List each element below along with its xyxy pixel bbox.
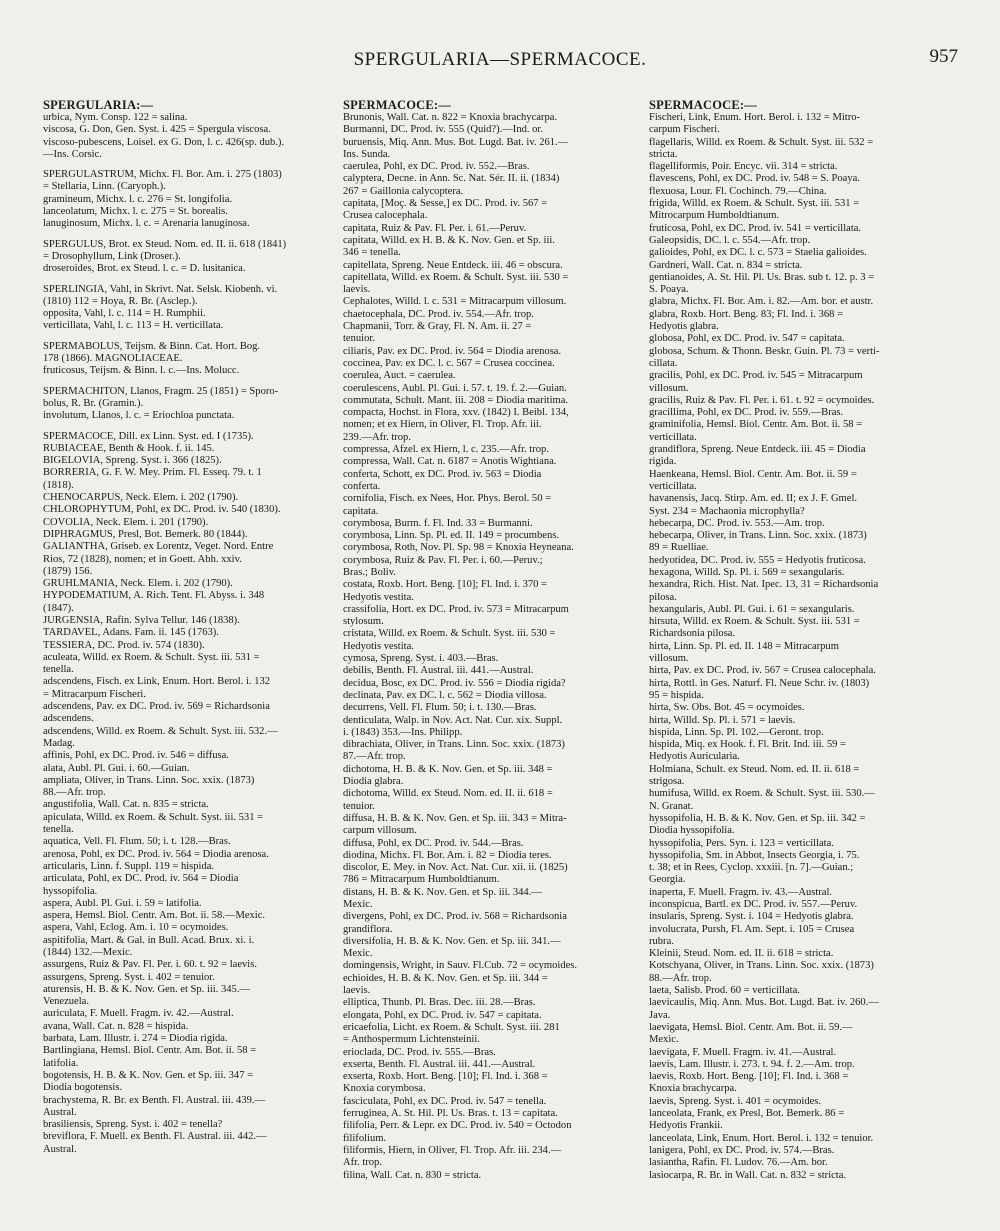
index-entry: Bras.; Boliv. xyxy=(343,566,396,578)
index-entry: latifolia. xyxy=(43,1057,79,1069)
index-entry: hedyotidea, DC. Prod. iv. 555 = Hedyotis fruticosa. xyxy=(649,554,866,566)
index-entry: glabra, Roxb. Hort. Beng. 83; Fl. Ind. i. 368 = xyxy=(649,308,844,320)
index-entry: breviflora, F. Muell. ex Benth. Fl. Austral. iii. 442.— xyxy=(43,1131,267,1143)
index-entry: viscosa, G. Don, Gen. Syst. i. 425 = Spergula viscosa. xyxy=(43,124,271,136)
index-entry: Mexic. xyxy=(649,1034,679,1046)
index-entry: auriculata, F. Muell. Fragm. iv. 42.—Austral. xyxy=(43,1008,234,1020)
index-entry: Hedyotis vestita. xyxy=(343,591,414,603)
index-entry: aspitifolia, Mart. & Gal. in Bull. Acad. Brux. xi. i. xyxy=(43,934,255,946)
index-entry: echioides, H. B. & K. Nov. Gen. et Sp. iii. 344 = xyxy=(343,972,548,984)
index-entry: ciliaris, Pav. ex DC. Prod. iv. 564 = Diodia arenosa. xyxy=(343,345,562,357)
index-entry: Hedyotis glabra. xyxy=(649,321,719,333)
index-entry: lasiocarpa, R. Br. in Wall. Cat. n. 832 = stricta. xyxy=(649,1169,847,1181)
index-entry: lanigera, Pohl, ex DC. Prod. iv. 574.—Bras. xyxy=(649,1144,835,1156)
index-entry: TESSIERA, DC. Prod. iv. 574 (1830). xyxy=(43,639,205,651)
index-entry: 87.—Afr. trop. xyxy=(343,751,406,763)
index-entry: laevis, Roxb. Hort. Beng. [10]; Fl. Ind. i. 368 = xyxy=(649,1071,849,1083)
index-entry: nomen; et ex Hiern, in Oliver, Fl. Trop. Afr. iii. xyxy=(343,419,542,431)
index-entry: flexuosa, Lour. Fl. Cochinch. 79.—China. xyxy=(649,185,827,197)
index-entry: barbata, Lam. Illustr. i. 274 = Diodia rigida. xyxy=(43,1033,228,1045)
index-entry: compressa, Wall. Cat. n. 6187 = Anotis Wightiana. xyxy=(343,456,557,468)
index-entry: laevis. xyxy=(343,284,371,296)
index-entry: = Mitracarpum Fischeri. xyxy=(43,688,146,700)
index-entry: domingensis, Wright, in Sauv. Fl.Cub. 72 = ocymoides. xyxy=(343,960,578,972)
index-entry: laeta, Salisb. Prod. 60 = verticillata. xyxy=(649,985,800,997)
column-1 xyxy=(43,98,346,1156)
index-entry: Mitrocarpum Humboldtianum. xyxy=(649,210,780,222)
index-entry: laevis, Spreng. Syst. i. 401 = ocymoides. xyxy=(649,1095,822,1107)
index-entry: Syst. 234 = Machaonia microphylla? xyxy=(649,505,805,517)
index-entry: angustifolia, Wall. Cat. n. 835 = stricta. xyxy=(43,799,209,811)
index-entry: SPERMABOLUS, Teijsm. & Binn. Cat. Hort. Bog. xyxy=(43,340,261,352)
index-entry: fruticosa, Pohl, ex DC. Prod. iv. 541 = verticillata. xyxy=(649,222,862,234)
index-entry: bogotensis, H. B. & K. Nov. Gen. et Sp. iii. 347 = xyxy=(43,1069,254,1081)
index-entry: caerulea, Pohl, ex DC. Prod. iv. 552.—Bras. xyxy=(343,161,530,173)
index-entry: articularis, Linn. f. Suppl. 119 = hispida. xyxy=(43,860,215,872)
index-entry: corymbosa, Linn. Sp. Pl. ed. II. 149 = procumbens. xyxy=(343,530,559,542)
index-entry: Galeopsidis, DC. l. c. 554.—Afr. trop. xyxy=(649,234,811,246)
index-entry: ampliata, Oliver, in Trans. Linn. Soc. xxix. (1873) xyxy=(43,774,255,786)
column-3 xyxy=(649,98,956,1182)
page-number: 957 xyxy=(929,46,958,67)
index-entry: hyssopifolia, Pers. Syn. i. 123 = verticillata. xyxy=(649,837,834,849)
index-entry: strigosa. xyxy=(649,776,685,788)
index-entry: Austral. xyxy=(43,1143,77,1155)
index-entry: costata, Roxb. Hort. Beng. [10]; Fl. Ind. i. 370 = xyxy=(343,579,547,591)
index-entry: hispida, Miq. ex Hook. f. Fl. Brit. Ind. iii. 59 = xyxy=(649,739,846,751)
index-entry: filifolium. xyxy=(343,1132,387,1144)
index-entry: adscendens. xyxy=(43,713,94,725)
index-entry: laevigata, F. Muell. Fragm. iv. 41.—Austral. xyxy=(649,1046,837,1058)
index-entry: inaperta, F. Muell. Fragm. iv. 43.—Austral. xyxy=(649,886,833,898)
index-entry: hirta, Sw. Obs. Bot. 45 = ocymoides. xyxy=(649,702,805,714)
index-entry: 89 = Ruelliae. xyxy=(649,542,709,554)
index-entry: laevis, Lam. Illustr. i. 273. t. 94. f. 2.—Am. trop. xyxy=(649,1058,855,1070)
index-entry: fruticosus, Teijsm. & Binn. l. c.—Ins. Molucc. xyxy=(43,365,240,377)
index-entry: BORRERIA, G. F. W. Mey. Prim. Fl. Esseq. 79. t. 1 xyxy=(43,467,262,479)
index-entry: Ins. Sunda. xyxy=(343,148,391,160)
index-entry: alata, Aubl. Pl. Gui. i. 60.—Guian. xyxy=(43,762,190,774)
index-entry: inconspicua, Bartl. ex DC. Prod. iv. 557.—Peruv. xyxy=(649,899,858,910)
index-entry: distans, H. B. & K. Nov. Gen. et Sp. iii. 344.— xyxy=(343,886,542,898)
index-entry: adscendens, Fisch. ex Link, Enum. Hort. Berol. i. 132 xyxy=(43,676,271,688)
index-entry: urbica, Nym. Consp. 122 = salina. xyxy=(43,112,188,123)
index-entry: GRUHLMANIA, Neck. Elem. i. 202 (1790). xyxy=(43,578,233,590)
index-entry: coerulescens, Aubl. Pl. Gui. i. 57. t. 19. f. 2.—Guian. xyxy=(343,382,567,394)
index-entry: gramineum, Michx. l. c. 276 = St. longifolia. xyxy=(43,193,233,205)
index-entry: N. Granat. xyxy=(649,800,694,812)
column-heading: SPERGULARIA:— xyxy=(43,98,154,112)
entry-gap xyxy=(43,423,346,431)
index-entry: villosum. xyxy=(649,382,689,394)
index-entry: Burmanni, DC. Prod. iv. 555 (Quid?).—Ind. or. xyxy=(343,124,543,136)
entry-gap xyxy=(43,333,346,341)
entry-gap xyxy=(43,276,346,284)
index-entry: exserta, Roxb. Hort. Beng. [10]; Fl. Ind. i. 368 = xyxy=(343,1071,548,1083)
index-entry: lasiantha, Rafin. Fl. Ludov. 76.—Am. bor. xyxy=(649,1157,828,1169)
index-entry: flavescens, Pohl, ex DC. Prod. iv. 548 = S. Poaya. xyxy=(649,173,860,185)
index-entry: arenosa, Pohl, ex DC. Prod. iv. 564 = Diodia arenosa. xyxy=(43,848,269,860)
index-entry: conferta. xyxy=(343,480,381,492)
index-entry: aquatica, Vell. Fl. Flum. 50; i. t. 128.—Bras. xyxy=(43,836,231,848)
index-entry: aturensis, H. B. & K. Nov. Gen. et Sp. iii. 345.— xyxy=(43,983,251,995)
index-entry: aspera, Hemsl. Biol. Centr. Am. Bot. ii. 58.—Mexic. xyxy=(43,910,266,922)
index-entry: 95 = hispida. xyxy=(649,689,704,701)
index-entry: lanceolata, Frank, ex Presl, Bot. Bemerk. 86 = xyxy=(649,1108,845,1120)
index-entry: Hedyotis Frankii. xyxy=(649,1120,723,1132)
index-entry: Kotschyana, Oliver, in Trans. Linn. Soc. xxix. (1873) xyxy=(649,960,874,972)
index-entry: Fischeri, Link, Enum. Hort. Berol. i. 132 = Mitro- xyxy=(649,112,861,123)
index-entry: Diodia glabra. xyxy=(343,776,404,788)
index-entry: brasiliensis, Spreng. Syst. i. 402 = tenella? xyxy=(43,1119,223,1131)
index-entry: Rios, 72 (1828), nomen; et in Goett. Abh. xxiv. xyxy=(43,553,242,565)
index-entry: —Ins. Corsic. xyxy=(43,148,102,160)
index-entry: GALIANTHA, Griseb. ex Lorentz, Veget. Nord. Entre xyxy=(43,541,274,553)
index-entry: cymosa, Spreng. Syst. i. 403.—Bras. xyxy=(343,653,499,665)
index-entry: laevicaulis, Miq. Ann. Mus. Bot. Lugd. Bat. iv. 260.— xyxy=(649,997,879,1009)
index-entry: corymbosa, Roth, Nov. Pl. Sp. 98 = Knoxia Heyneana. xyxy=(343,542,574,554)
index-entry: Georgia. xyxy=(649,874,686,886)
index-entry: compacta, Hochst. in Flora, xxv. (1842) I. Beibl. 134, xyxy=(343,407,569,419)
index-entry: JURGENSIA, Rafin. Sylva Tellur. 146 (1838). xyxy=(43,614,240,626)
index-entry: villosum. xyxy=(649,653,689,665)
index-entry: capitellata, Willd. ex Roem. & Schult. Syst. iii. 530 = xyxy=(343,271,569,283)
index-entry: tenuior. xyxy=(343,333,375,345)
index-entry: cillata. xyxy=(649,357,678,369)
index-entry: Knoxia brachycarpa. xyxy=(649,1083,737,1095)
index-entry: DIPHRAGMUS, Presl, Bot. Bemerk. 80 (1844). xyxy=(43,528,248,540)
running-title: SPERGULARIA—SPERMACOCE. xyxy=(353,49,647,70)
index-entry: ericaefolia, Licht. ex Roem. & Schult. Syst. iii. 281 xyxy=(343,1021,560,1033)
index-entry: Java. xyxy=(649,1009,671,1021)
index-entry: BIGELOVIA, Spreng. Syst. i. 366 (1825). xyxy=(43,455,222,467)
index-entry: S. Poaya. xyxy=(649,284,689,296)
index-entry: gracilis, Ruiz & Pav. Fl. Per. i. 61. t. 92 = ocymoides. xyxy=(649,394,875,406)
index-entry: hirsuta, Willd. ex Roem. & Schult. Syst. iii. 531 = xyxy=(649,616,860,628)
index-entry: diffusa, Pohl, ex DC. Prod. iv. 544.—Bras. xyxy=(343,837,524,849)
index-entry: hirta, Linn. Sp. Pl. ed. II. 148 = Mitracarpum xyxy=(649,640,839,652)
index-entry: globosa, Schum. & Thonn. Beskr. Guin. Pl. 73 = verti- xyxy=(649,345,880,357)
index-entry: SPERMACOCE, Dill. ex Linn. Syst. ed. I (1735). xyxy=(43,430,254,442)
index-entry: i. (1843) 353.—Ins. Philipp. xyxy=(343,726,463,738)
index-entry: adscendens, Pav. ex DC. Prod. iv. 569 = Richardsonia xyxy=(43,701,270,713)
running-head xyxy=(0,46,1000,75)
index-entry: elongata, Pohl, ex DC. Prod. iv. 547 = capitata. xyxy=(343,1009,542,1021)
entry-gap xyxy=(43,161,346,169)
index-entry: carpum villosum. xyxy=(343,825,417,837)
column-heading: SPERMACOCE:— xyxy=(649,98,757,112)
index-entry: COVOLIA, Neck. Elem. i. 201 (1790). xyxy=(43,516,209,528)
index-entry: graminifolia, Hemsl. Biol. Centr. Am. Bot. ii. 58 = xyxy=(649,419,863,431)
index-entry: capitata, [Moç. & Sesse,] ex DC. Prod. iv. 567 = xyxy=(343,198,548,210)
index-entry: 239.—Afr. trop. xyxy=(343,431,411,443)
index-entry: Bartlingiana, Hemsl. Biol. Centr. Am. Bot. ii. 58 = xyxy=(43,1045,257,1057)
index-entry: grandiflora. xyxy=(343,923,393,935)
index-entry: = Drosophyllum, Link (Droser.). xyxy=(43,250,181,262)
index-entry: verticillata. xyxy=(649,480,697,492)
index-entry: hyssopifolia, H. B. & K. Nov. Gen. et Sp. iii. 342 = xyxy=(649,812,866,824)
index-entry: involucrata, Pursh, Fl. Am. Sept. i. 105 = Crusea xyxy=(649,923,855,935)
index-entry: TARDAVEL, Adans. Fam. ii. 145 (1763). xyxy=(43,627,219,639)
index-entry: decurrens, Vell. Fl. Flum. 50; i. t. 130.—Bras. xyxy=(343,702,537,714)
index-entry: corymbosa, Burm. f. Fl. Ind. 33 = Burmanni. xyxy=(343,517,533,529)
index-entry: gracillima, Pohl, ex DC. Prod. iv. 559.—Bras. xyxy=(649,407,844,419)
index-entry: Chapmanii, Torr. & Gray, Fl. N. Am. ii. 27 = xyxy=(343,321,532,333)
index-entry: Knoxia corymbosa. xyxy=(343,1083,426,1095)
index-entry: hexangularis, Aubl. Pl. Gui. i. 61 = sexangularis. xyxy=(649,603,855,615)
index-entry: Crusea calocephala. xyxy=(343,210,428,222)
index-entry: rigida. xyxy=(649,456,677,468)
index-entry: dibrachiata, Oliver, in Trans. Linn. Soc. xxix. (1873) xyxy=(343,739,565,751)
index-entry: hexagona, Willd. Sp. Pl. i. 569 = sexangularis. xyxy=(649,566,845,578)
index-entry: Hedyotis Auricularia. xyxy=(649,751,740,763)
index-entry: dichotoma, H. B. & K. Nov. Gen. et Sp. iii. 348 = xyxy=(343,763,553,775)
index-entry: Mexic. xyxy=(343,948,373,960)
index-entry: hebecarpa, Oliver, in Trans. Linn. Soc. xxix. (1873) xyxy=(649,530,867,542)
index-entry: 346 = tenella. xyxy=(343,247,401,259)
index-entry: Diodia bogotensis. xyxy=(43,1082,123,1094)
index-entry: Gardneri, Wall. Cat. n. 834 = stricta. xyxy=(649,259,803,271)
column-2 xyxy=(343,98,646,1182)
index-entry: stylosum. xyxy=(343,616,384,628)
index-entry: = Stellaria, Linn. (Caryoph.). xyxy=(43,181,166,193)
index-entry: exserta, Benth. Fl. Austral. iii. 441.—Austral. xyxy=(343,1058,536,1070)
index-entry: grandiflora, Spreng. Neue Entdeck. iii. 45 = Diodia xyxy=(649,444,866,456)
index-entry: humifusa, Willd. ex Roem. & Schult. Syst. iii. 530.— xyxy=(649,788,875,800)
index-entry: brachystema, R. Br. ex Benth. Fl. Austral. iii. 439.— xyxy=(43,1094,266,1106)
index-entry: 267 = Gaillonia calycoptera. xyxy=(343,185,464,197)
index-entry: aculeata, Willd. ex Roem. & Schult. Syst. iii. 531 = xyxy=(43,651,260,663)
index-entry: stricta. xyxy=(649,148,678,160)
index-entry: Afr. trop. xyxy=(343,1157,382,1169)
index-entry: assurgens, Spreng. Syst. i. 402 = tenuior. xyxy=(43,971,215,983)
index-entry: viscoso-pubescens, Loisel. ex G. Don, l. c. 426(sp. dub.). xyxy=(43,136,285,148)
entry-gap xyxy=(43,231,346,239)
index-entry: flagellaris, Willd. ex Roem. & Schult. Syst. iii. 532 = xyxy=(649,136,874,148)
index-entry: diodina, Michx. Fl. Bor. Am. i. 82 = Diodia teres. xyxy=(343,849,552,861)
index-entry: (1844) 132.—Mexic. xyxy=(43,947,133,958)
index-entry: insularis, Spreng. Syst. i. 104 = Hedyotis glabra. xyxy=(649,911,854,923)
index-entry: Madag. xyxy=(43,737,75,749)
index-entry: lanceolata, Link, Enum. Hort. Berol. i. 132 = tenuior. xyxy=(649,1132,874,1144)
index-entry: cornifolia, Fisch. ex Nees, Hor. Phys. Berol. 50 = xyxy=(343,493,552,505)
index-entry: lanuginosum, Michx. l. c. = Arenaria lanuginosa. xyxy=(43,218,250,230)
index-entry: galioides, Pohl, ex DC. l. c. 573 = Staelia galioides. xyxy=(649,247,867,259)
index-entry: gentianoides, A. St. Hil. Pl. Us. Bras. sub t. 12. p. 3 = xyxy=(649,271,875,283)
index-entry: rubra. xyxy=(649,935,674,947)
index-entry: apiculata, Willd. ex Roem. & Schult. Syst. iii. 531 = xyxy=(43,811,264,823)
index-entry: glabra, Michx. Fl. Bor. Am. i. 82.—Am. bor. et austr. xyxy=(649,296,874,308)
index-entry: coccinea, Pav. ex DC. l. c. 567 = Crusea coccinea. xyxy=(343,357,555,369)
index-entry: conferta, Schott, ex DC. Prod. iv. 563 = Diodia xyxy=(343,468,542,480)
index-entry: Brunonis, Wall. Cat. n. 822 = Knoxia brachycarpa. xyxy=(343,112,558,123)
index-entry: RUBIACEAE, Benth & Hook. f. ii. 145. xyxy=(43,442,215,454)
column-heading: SPERMACOCE:— xyxy=(343,98,451,112)
index-entry: verticillata. xyxy=(649,431,697,443)
index-entry: calyptera, Decne. in Ann. Sc. Nat. Sér. II. ii. (1834) xyxy=(343,173,560,185)
index-entry: dichotoma, Willd. ex Steud. Nom. ed. II. ii. 618 = xyxy=(343,788,553,800)
index-entry: hyssopifolia, Sm. in Abbot, Insects Georgia, i. 75. xyxy=(649,849,860,861)
index-entry: denticulata, Walp. in Nov. Act. Nat. Cur. xix. Suppl. xyxy=(343,714,563,726)
index-entry: affinis, Pohl, ex DC. Prod. iv. 546 = diffusa. xyxy=(43,750,229,762)
index-entry: = Anthospermum Lichtensteinii. xyxy=(343,1034,480,1046)
index-entry: Diodia hyssopifolia. xyxy=(649,825,735,837)
index-entry: havanensis, Jacq. Stirp. Am. ed. II; ex J. F. Gmel. xyxy=(649,493,858,505)
index-entry: ferruginea, A. St. Hil. Pl. Us. Bras. t. 13 = capitata. xyxy=(343,1108,558,1120)
index-entry: SPERMACHITON, Llanos, Fragm. 25 (1851) = Sporo- xyxy=(43,385,279,397)
index-entry: (1810) 112 = Hoya, R. Br. (Asclep.). xyxy=(43,295,198,307)
index-entry: divergens, Pohl, ex DC. Prod. iv. 568 = Richardsonia xyxy=(343,911,567,923)
index-entry: (1818). xyxy=(43,479,74,491)
index-entry: tenella. xyxy=(43,664,74,676)
index-entry: avana, Wall. Cat. n. 828 = hispida. xyxy=(43,1020,189,1032)
index-entry: hebecarpa, DC. Prod. iv. 553.—Am. trop. xyxy=(649,517,825,529)
index-entry: bolus, R. Br. (Gramin.). xyxy=(43,397,144,409)
index-entry: capitata, Willd. ex H. B. & K. Nov. Gen. et Sp. iii. xyxy=(343,234,555,246)
index-entry: fasciculata, Pohl, ex DC. Prod. iv. 547 = tenella. xyxy=(343,1095,547,1107)
index-entry: flagelliformis, Poir. Encyc. vii. 314 = stricta. xyxy=(649,161,838,173)
index-entry: gracilis, Pohl, ex DC. Prod. iv. 545 = Mitracarpum xyxy=(649,370,863,382)
index-entry: filiformis, Hiern, in Oliver, Fl. Trop. Afr. iii. 234.— xyxy=(343,1144,562,1156)
index-entry: aspera, Aubl. Pl. Gui. i. 59 = latifolia. xyxy=(43,897,202,909)
index-entry: laevis. xyxy=(343,985,371,997)
index-entry: Austral. xyxy=(43,1106,77,1118)
index-entry: laevigata, Hemsl. Biol. Centr. Am. Bot. ii. 59.— xyxy=(649,1021,853,1033)
index-entry: Haenkeana, Hemsl. Biol. Centr. Am. Bot. ii. 59 = xyxy=(649,468,857,480)
index-entry: 786 = Mitracarpum Humboldtianum. xyxy=(343,874,500,886)
index-entry: hispida, Linn. Sp. Pl. 102.—Geront. trop. xyxy=(649,726,824,738)
index-entry: articulata, Pohl, ex DC. Prod. iv. 564 = Diodia xyxy=(43,873,239,885)
index-entry: CHLOROPHYTUM, Pohl, ex DC. Prod. iv. 540 (1830). xyxy=(43,504,281,516)
index-entry: assurgens, Ruiz & Pav. Fl. Per. i. 60. t. 92 = laevis. xyxy=(43,959,257,971)
index-entry: coerulea, Auct. = caerulea. xyxy=(343,370,456,382)
index-entry: Kleinii, Steud. Nom. ed. II. ii. 618 = stricta. xyxy=(649,948,834,960)
index-entry: Holmiana, Schult. ex Steud. Nom. ed. II. ii. 618 = xyxy=(649,763,860,775)
index-entry: compressa, Afzel. ex Hiern, l. c. 235.—Afr. trop. xyxy=(343,444,549,456)
index-entry: hexandra, Rich. Hist. Nat. Ipec. 13, 31 = Richardsonia xyxy=(649,579,879,591)
index-entry: opposita, Vahl, l. c. 114 = H. Rumphii. xyxy=(43,308,206,320)
index-entry: (1847). xyxy=(43,602,74,614)
index-entry: Richardsonia pilosa. xyxy=(649,628,736,640)
index-entry: capitata. xyxy=(343,505,379,517)
index-entry: (1879) 156. xyxy=(43,565,93,577)
index-entry: carpum Fischeri. xyxy=(649,124,720,136)
index-entry: cristata, Willd. ex Roem. & Schult. Syst. iii. 530 = xyxy=(343,628,556,640)
index-entry: droseroides, Brot. ex Steud. l. c. = D. lusitanica. xyxy=(43,263,246,275)
index-entry: elliptica, Thunb. Pl. Bras. Dec. iii. 28.—Bras. xyxy=(343,997,536,1009)
index-entry: filifolia, Perr. & Lepr. ex DC. Prod. iv. 540 = Octodon xyxy=(343,1120,572,1132)
index-entry: decidua, Bosc, ex DC. Prod. iv. 556 = Diodia rigida? xyxy=(343,677,566,689)
index-entry: 178 (1866). MAGNOLIACEAE. xyxy=(43,353,183,365)
index-entry: hirta, Willd. Sp. Pl. i. 571 = laevis. xyxy=(649,714,796,726)
index-entry: declinata, Pav. ex DC. l. c. 562 = Diodia villosa. xyxy=(343,689,547,701)
index-entry: SPERGULUS, Brot. ex Steud. Nom. ed. II. ii. 618 (1841) xyxy=(43,238,287,250)
index-entry: SPERLINGIA, Vahl, in Skrivt. Nat. Selsk. Kiobenh. vi. xyxy=(43,283,278,295)
index-entry: hyssopifolia. xyxy=(43,885,98,897)
index-entry: erioclada, DC. Prod. iv. 555.—Bras. xyxy=(343,1046,496,1058)
index-entry: hirta, Pav. ex DC. Prod. iv. 567 = Crusea calocephala. xyxy=(649,665,876,677)
index-entry: frigida, Willd. ex Roem. & Schult. Syst. iii. 531 = xyxy=(649,198,860,210)
index-entry: HYPODEMATIUM, A. Rich. Tent. Fl. Abyss. i. 348 xyxy=(43,590,265,602)
entry-gap xyxy=(43,378,346,386)
index-entry: buruensis, Miq. Ann. Mus. Bot. Lugd. Bat. iv. 261.— xyxy=(343,136,569,148)
index-entry: tenella. xyxy=(43,824,74,836)
index-entry: t. 38; et in Rees, Cyclop. xxxiii. [n. 7].—Guian.; xyxy=(649,862,854,874)
index-entry: pilosa. xyxy=(649,591,677,603)
index-entry: 88.—Afr. trop. xyxy=(649,972,712,984)
index-entry: Cephalotes, Willd. l. c. 531 = Mitracarpum villosum. xyxy=(343,296,567,308)
index-entry: diversifolia, H. B. & K. Nov. Gen. et Sp. iii. 341.— xyxy=(343,935,561,947)
index-entry: Venezuela. xyxy=(43,996,89,1008)
index-entry: tenuior. xyxy=(343,800,375,812)
index-entry: hirta, Rottl. in Ges. Naturf. Fl. Neue Schr. iv. (1803) xyxy=(649,677,870,689)
index-entry: chaetocephala, DC. Prod. iv. 554.—Afr. trop. xyxy=(343,308,534,320)
index-entry: aspera, Vahl, Eclog. Am. i. 10 = ocymoides. xyxy=(43,922,229,934)
index-entry: Hedyotis vestita. xyxy=(343,640,414,652)
index-entry: verticillata, Vahl, l. c. 113 = H. verticillata. xyxy=(43,320,224,332)
index-entry: crassifolia, Hort. ex DC. Prod. iv. 573 = Mitracarpum xyxy=(343,603,569,615)
index-entry: lanceolatum, Michx. l. c. 275 = St. borealis. xyxy=(43,206,228,218)
index-entry: 88.—Afr. trop. xyxy=(43,787,106,799)
index-entry: CHENOCARPUS, Neck. Elem. i. 202 (1790). xyxy=(43,492,239,504)
index-entry: corymbosa, Ruiz & Pav. Fl. Per. i. 60.—Peruv.; xyxy=(343,554,543,566)
index-entry: capitellata, Spreng. Neue Entdeck. iii. 46 = obscura. xyxy=(343,259,563,271)
index-entry: discolor, E. Mey. in Nov. Act. Nat. Cur. xii. ii. (1825) xyxy=(343,862,568,874)
index-entry: involutum, Llanos, l. c. = Eriochloa punctata. xyxy=(43,410,235,422)
index-entry: filina, Wall. Cat. n. 830 = stricta. xyxy=(343,1169,482,1181)
index-entry: commutata, Schult. Mant. iii. 208 = Diodia maritima. xyxy=(343,394,569,406)
index-entry: adscendens, Willd. ex Roem. & Schult. Syst. iii. 532.— xyxy=(43,725,278,737)
index-entry: debilis, Benth. Fl. Austral. iii. 441.—Austral. xyxy=(343,665,534,677)
index-entry: globosa, Pohl, ex DC. Prod. iv. 547 = capitata. xyxy=(649,333,845,345)
index-entry: SPERGULASTRUM, Michx. Fl. Bor. Am. i. 275 (1803) xyxy=(43,169,282,181)
index-entry: capitata, Ruiz & Pav. Fl. Per. i. 61.—Peruv. xyxy=(343,222,527,234)
index-entry: Mexic. xyxy=(343,899,373,910)
index-entry: diffusa, H. B. & K. Nov. Gen. et Sp. iii. 343 = Mitra- xyxy=(343,812,567,824)
